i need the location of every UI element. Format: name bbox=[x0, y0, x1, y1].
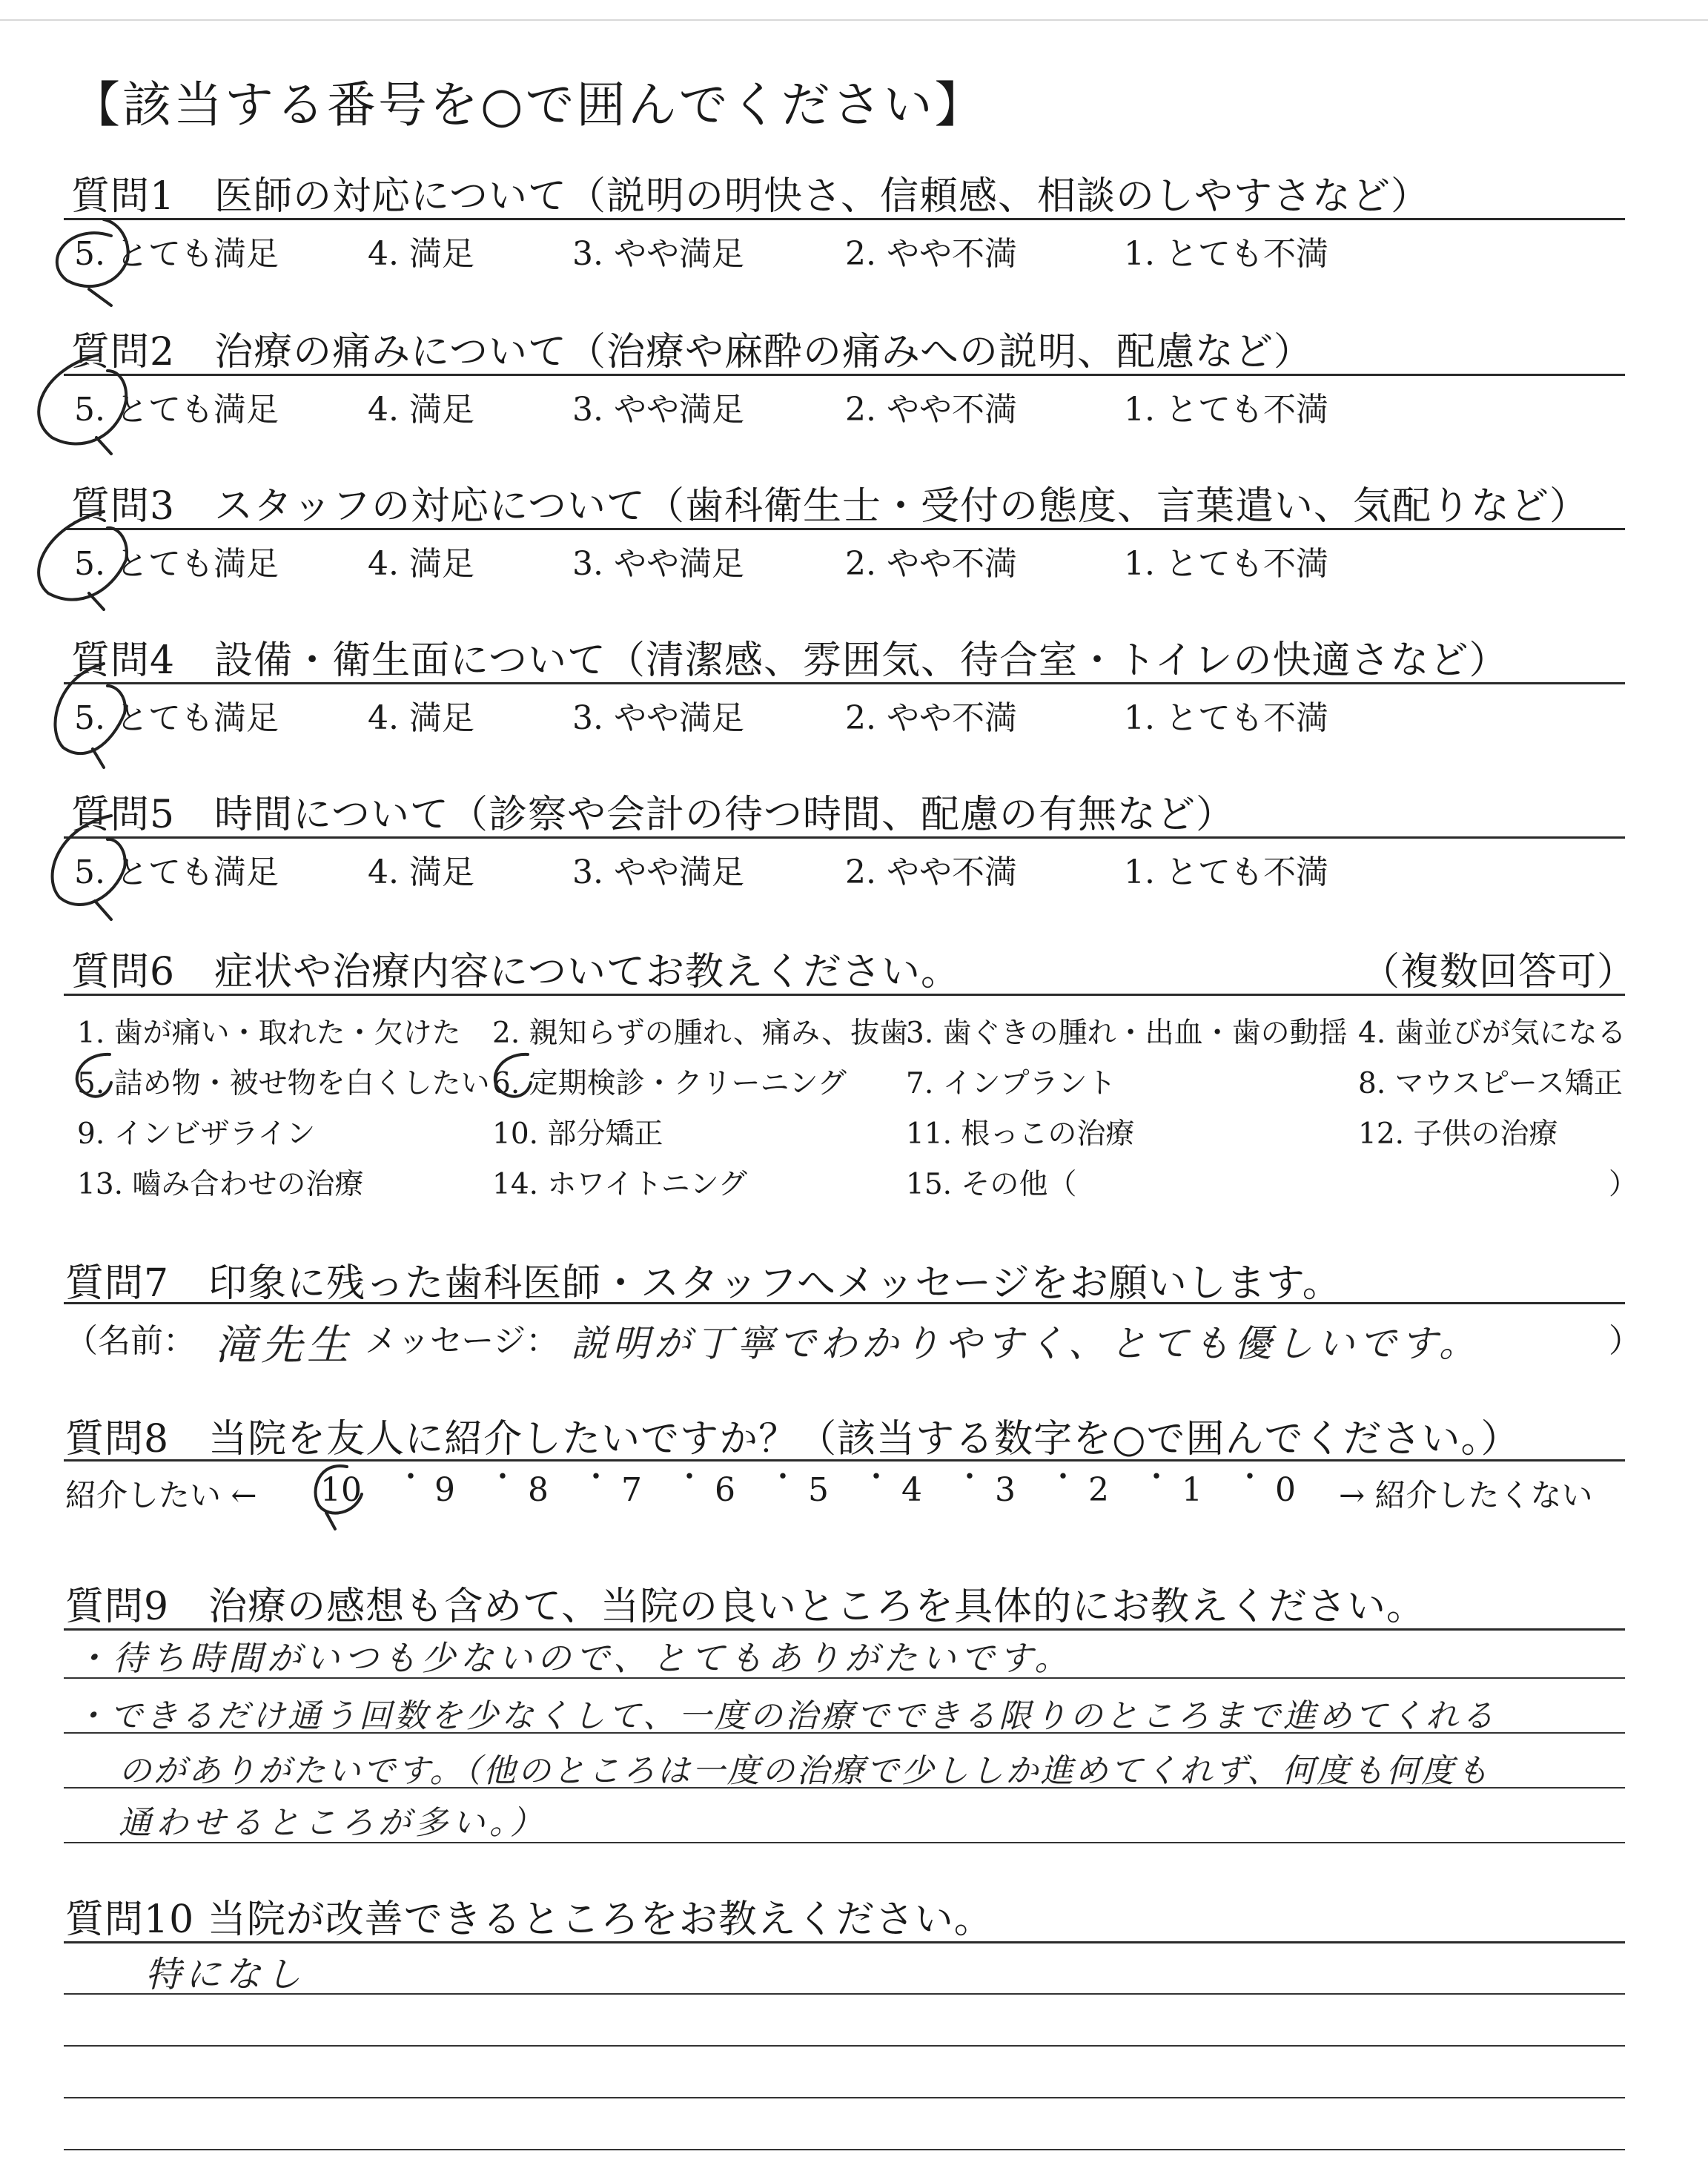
scale-separator: ・ bbox=[768, 1460, 798, 1494]
scale-separator: ・ bbox=[1235, 1460, 1265, 1494]
scale-2[interactable]: 2 bbox=[1088, 1471, 1109, 1509]
writing-line bbox=[64, 2097, 1625, 2098]
scan-top-edge bbox=[0, 19, 1708, 21]
option-5[interactable]: 5. とても満足 bbox=[74, 545, 279, 583]
option-3[interactable]: 3. やや満足 bbox=[572, 699, 744, 737]
option-2[interactable]: 2. やや不満 bbox=[845, 545, 1017, 583]
close-paren: ） bbox=[1609, 1322, 1641, 1360]
option-5[interactable]: 5. とても満足 bbox=[74, 235, 279, 273]
scale-separator: ・ bbox=[581, 1460, 611, 1494]
option-1[interactable]: 1. とても不満 bbox=[1124, 853, 1328, 891]
scale-10[interactable]: 10 bbox=[320, 1471, 362, 1509]
writing-line bbox=[64, 1787, 1625, 1789]
name-handwritten[interactable]: 滝先生 bbox=[215, 1321, 353, 1370]
symptom-option[interactable]: 13. 嚙み合わせの治療 bbox=[77, 1168, 364, 1201]
option-2[interactable]: 2. やや不満 bbox=[845, 235, 1017, 273]
option-4[interactable]: 4. 満足 bbox=[368, 545, 474, 583]
symptom-option[interactable]: 7. インプラント bbox=[906, 1067, 1116, 1100]
question-title: 質問7 印象に残った歯科医師・スタッフへメッセージをお願いします。 bbox=[65, 1261, 1342, 1306]
option-4[interactable]: 4. 満足 bbox=[368, 235, 474, 273]
writing-line bbox=[64, 1842, 1625, 1843]
option-5[interactable]: 5. とても満足 bbox=[74, 853, 279, 891]
divider bbox=[64, 994, 1625, 996]
message-handwritten[interactable]: 説明が丁寧でわかりやすく、とても優しいです。 bbox=[571, 1322, 1480, 1365]
scale-6[interactable]: 6 bbox=[715, 1471, 735, 1509]
name-label: （名前： bbox=[65, 1322, 196, 1360]
scale-separator: ・ bbox=[955, 1460, 984, 1494]
symptom-option[interactable]: 4. 歯並びが気になる bbox=[1358, 1017, 1626, 1050]
option-1[interactable]: 1. とても不満 bbox=[1124, 235, 1328, 273]
symptom-option[interactable]: 12. 子供の治療 bbox=[1358, 1117, 1558, 1151]
symptom-option[interactable]: 9. インビザライン bbox=[77, 1117, 316, 1151]
symptom-option[interactable]: 10. 部分矯正 bbox=[492, 1117, 663, 1151]
symptom-option[interactable]: 15. その他（ bbox=[906, 1168, 1077, 1201]
scale-8[interactable]: 8 bbox=[528, 1471, 549, 1509]
answer-handwritten: 特になし bbox=[145, 1954, 306, 1995]
scale-separator: ・ bbox=[488, 1460, 517, 1494]
question-title: 質問5 時間について（診察や会計の待つ時間、配慮の有無など） bbox=[71, 793, 1236, 837]
option-2[interactable]: 2. やや不満 bbox=[845, 853, 1017, 891]
question-title: 質問4 設備・衛生面について（清潔感、雰囲気、待合室・トイレの快適さなど） bbox=[71, 638, 1509, 683]
option-2[interactable]: 2. やや不満 bbox=[845, 699, 1017, 737]
symptom-option[interactable]: 2. 親知らずの腫れ、痛み、抜歯 bbox=[492, 1017, 909, 1050]
option-4[interactable]: 4. 満足 bbox=[368, 391, 474, 429]
divider bbox=[64, 836, 1625, 839]
option-1[interactable]: 1. とても不満 bbox=[1124, 545, 1328, 583]
scale-0[interactable]: 0 bbox=[1275, 1471, 1296, 1509]
other-close-paren: ） bbox=[1609, 1168, 1638, 1201]
scale-4[interactable]: 4 bbox=[901, 1471, 922, 1509]
scale-5[interactable]: 5 bbox=[808, 1471, 829, 1509]
recommend-right-label: → 紹介したくない bbox=[1339, 1477, 1593, 1513]
divider bbox=[64, 1628, 1625, 1631]
writing-line bbox=[64, 2149, 1625, 2150]
option-2[interactable]: 2. やや不満 bbox=[845, 391, 1017, 429]
symptom-option[interactable]: 5. 詰め物・被せ物を白くしたい bbox=[77, 1067, 490, 1100]
symptom-option[interactable]: 8. マウスピース矯正 bbox=[1358, 1067, 1623, 1100]
answer-line: のがありがたいです。（他のところは一度の治療で少ししか進めてくれず、何度も何度も bbox=[119, 1752, 1491, 1790]
question-title: 質問6 症状や治療内容についてお教えください。 bbox=[71, 950, 961, 994]
option-3[interactable]: 3. やや満足 bbox=[572, 391, 744, 429]
writing-line bbox=[64, 1677, 1625, 1679]
divider bbox=[64, 1459, 1625, 1462]
question-title: 質問10 当院が改善できるところをお教えください。 bbox=[65, 1898, 993, 1942]
scale-separator: ・ bbox=[1048, 1460, 1078, 1494]
option-3[interactable]: 3. やや満足 bbox=[572, 235, 744, 273]
divider bbox=[64, 1302, 1625, 1304]
divider bbox=[64, 374, 1625, 376]
option-3[interactable]: 3. やや満足 bbox=[572, 853, 744, 891]
symptom-option[interactable]: 6. 定期検診・クリーニング bbox=[492, 1067, 847, 1100]
divider bbox=[64, 528, 1625, 530]
divider bbox=[64, 682, 1625, 684]
scale-1[interactable]: 1 bbox=[1182, 1471, 1202, 1509]
writing-line bbox=[64, 2045, 1625, 2047]
multiple-answers-note: （複数回答可） bbox=[1361, 950, 1637, 994]
divider bbox=[64, 1941, 1625, 1943]
scale-9[interactable]: 9 bbox=[434, 1471, 455, 1509]
option-1[interactable]: 1. とても不満 bbox=[1124, 699, 1328, 737]
symptom-option[interactable]: 11. 根っこの治療 bbox=[906, 1117, 1135, 1151]
scale-separator: ・ bbox=[861, 1460, 891, 1494]
scale-separator: ・ bbox=[675, 1460, 704, 1494]
scale-separator: ・ bbox=[396, 1460, 426, 1494]
writing-line bbox=[64, 1732, 1625, 1734]
answer-line: 通わせるところが多い。） bbox=[119, 1804, 547, 1842]
question-title: 質問9 治療の感想も含めて、当院の良いところを具体的にお教えください。 bbox=[65, 1585, 1426, 1629]
question-title: 質問1 医師の対応について（説明の明快さ、信頼感、相談のしやすさなど） bbox=[71, 174, 1430, 219]
scale-separator: ・ bbox=[1142, 1460, 1171, 1494]
divider bbox=[64, 218, 1625, 220]
question-title: 質問8 当院を友人に紹介したいですか？（該当する数字を○で囲んでください。） bbox=[65, 1417, 1520, 1462]
symptom-option[interactable]: 3. 歯ぐきの腫れ・出血・歯の動揺 bbox=[906, 1017, 1348, 1050]
option-5[interactable]: 5. とても満足 bbox=[74, 699, 279, 737]
recommend-left-label: 紹介したい ← bbox=[65, 1477, 257, 1513]
scale-3[interactable]: 3 bbox=[995, 1471, 1016, 1509]
message-label: メッセージ： bbox=[365, 1322, 559, 1360]
option-4[interactable]: 4. 満足 bbox=[368, 699, 474, 737]
symptom-option[interactable]: 1. 歯が痛い・取れた・欠けた bbox=[77, 1017, 461, 1050]
symptom-option[interactable]: 14. ホワイトニング bbox=[492, 1168, 747, 1201]
option-1[interactable]: 1. とても不満 bbox=[1124, 391, 1328, 429]
writing-line bbox=[64, 1993, 1625, 1995]
answer-line: ・待ち時間がいつも少ないので、とてもありがたいです。 bbox=[74, 1638, 1073, 1678]
page-heading: 【該当する番号を○で囲んでください】 bbox=[71, 76, 986, 133]
option-3[interactable]: 3. やや満足 bbox=[572, 545, 744, 583]
option-5[interactable]: 5. とても満足 bbox=[74, 391, 279, 429]
option-4[interactable]: 4. 満足 bbox=[368, 853, 474, 891]
answer-line: ・できるだけ通う回数を少なくして、一度の治療でできる限りのところまで進めてくれる bbox=[74, 1697, 1497, 1735]
scale-7[interactable]: 7 bbox=[621, 1471, 642, 1509]
question-title: 質問3 スタッフの対応について（歯科衛生士・受付の態度、言葉遣い、気配りなど） bbox=[71, 484, 1589, 529]
question-title: 質問2 治療の痛みについて（治療や麻酔の痛みへの説明、配慮など） bbox=[71, 330, 1314, 374]
